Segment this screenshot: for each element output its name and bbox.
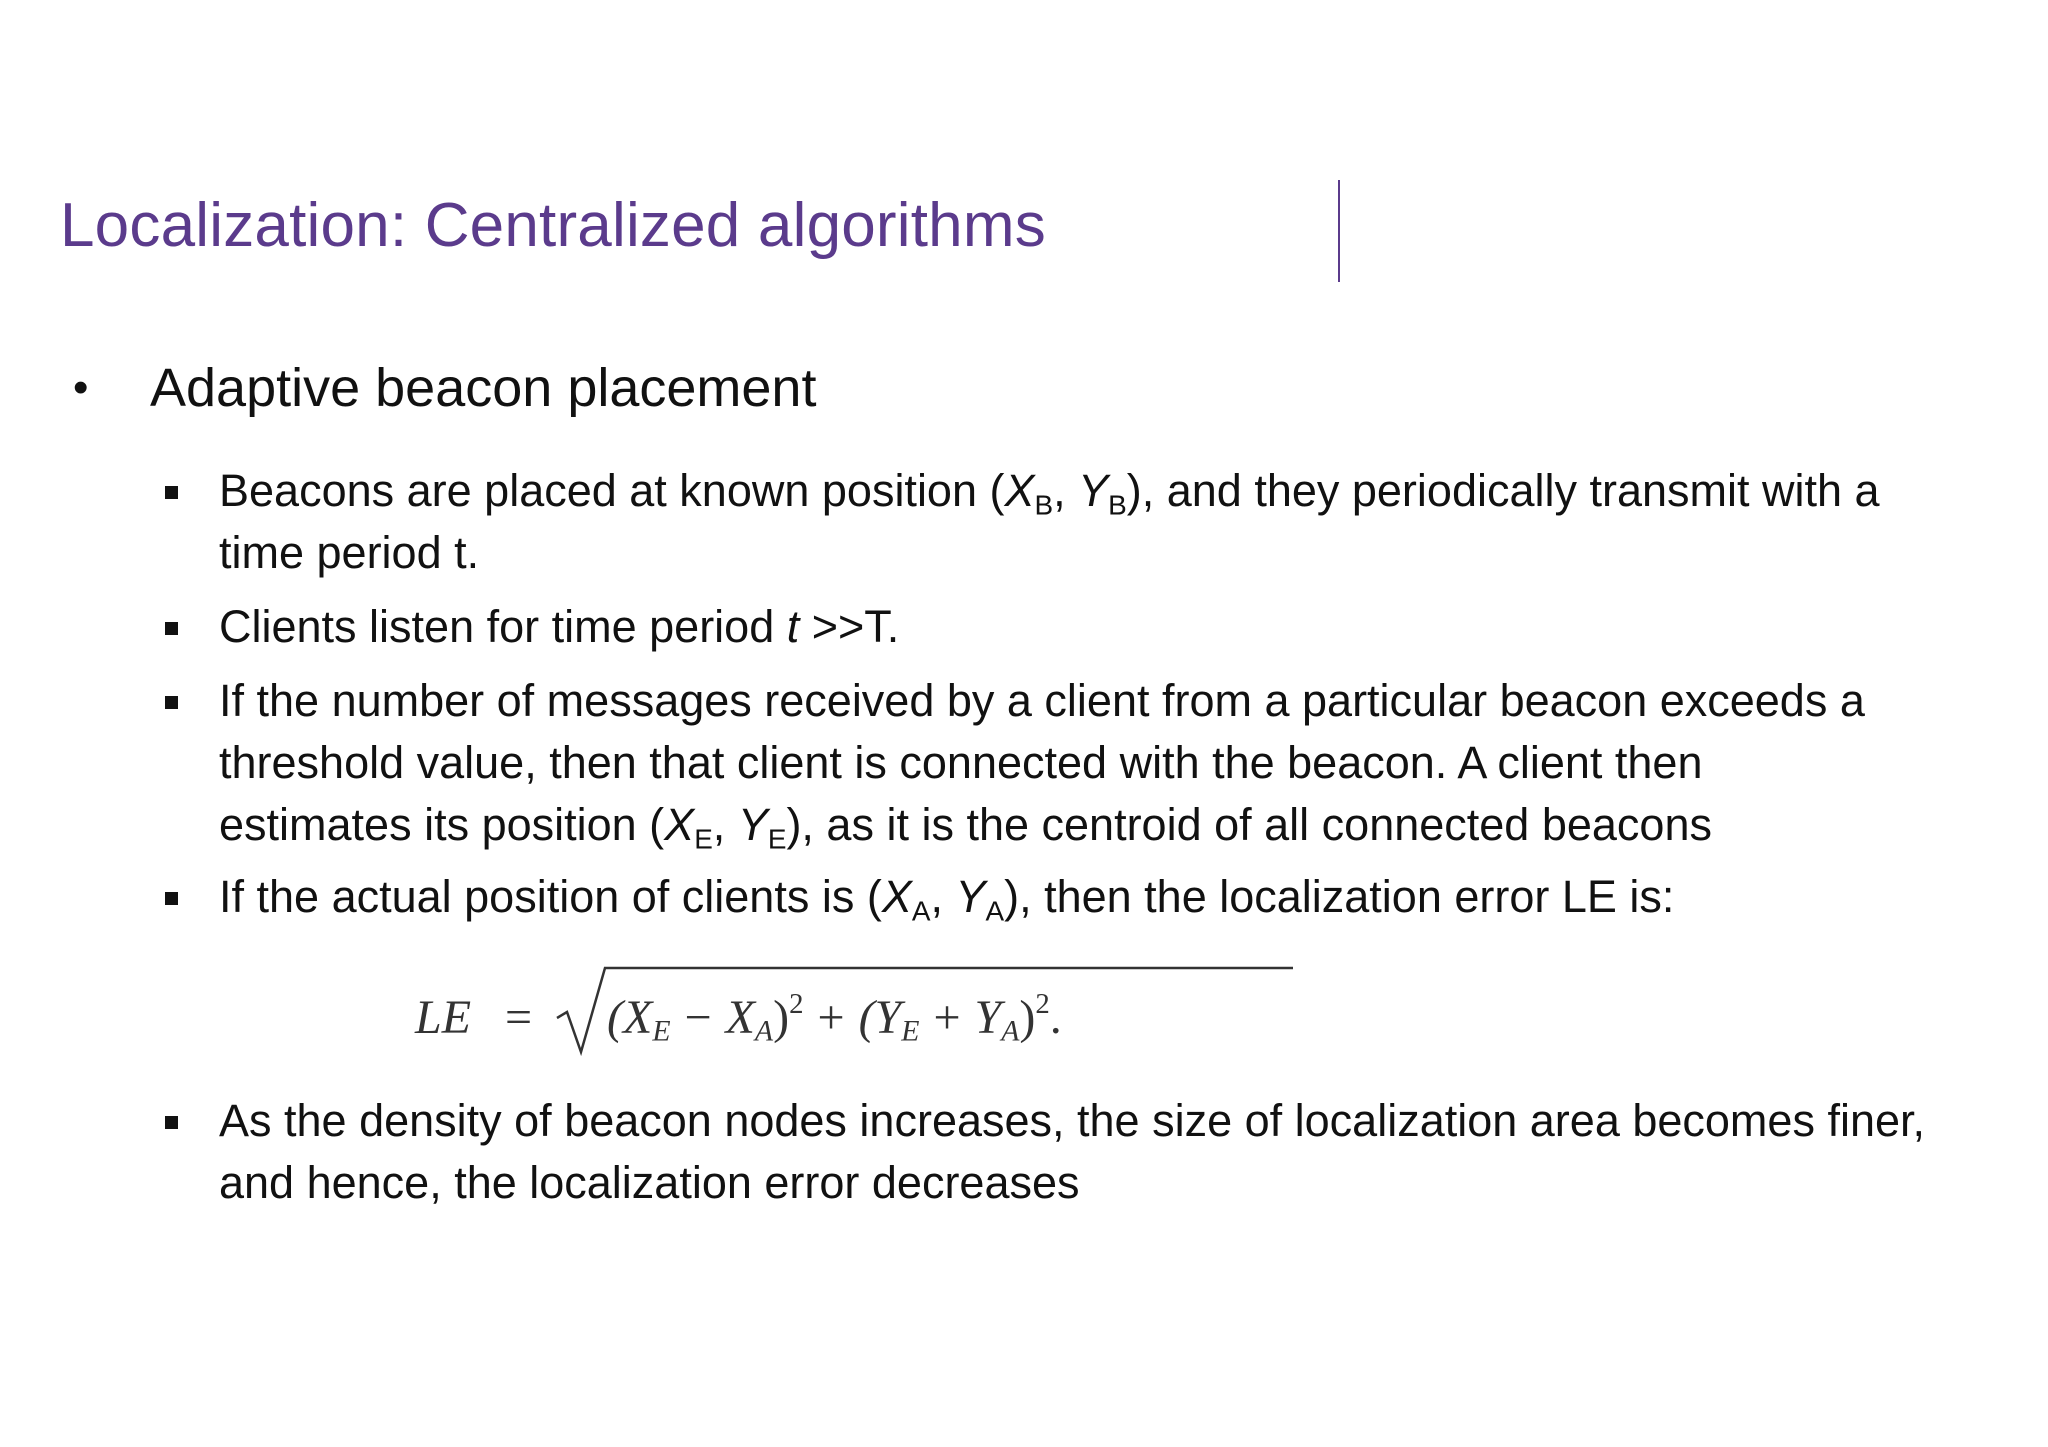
text-run: Clients listen for time period: [219, 601, 787, 652]
sub-bullet-5-text: [219, 1090, 2019, 1214]
sub-bullet-1-text: [219, 460, 2019, 584]
text-run: ), as it is the centroid of all connected beacons: [786, 799, 1712, 850]
subscript: A: [911, 895, 931, 927]
text-run: estimates its position (: [219, 799, 665, 850]
text-run: ,: [1053, 465, 1079, 516]
formula-lhs: LE: [415, 991, 472, 1044]
text-run: >>T.: [799, 601, 900, 652]
formula-operator: −: [684, 991, 712, 1044]
subscript: A: [985, 895, 1005, 927]
text-line: [219, 670, 2019, 732]
text-run: Beacons are placed at known position (: [219, 465, 1005, 516]
var-y: Y: [955, 871, 986, 922]
sub-bullet-2-text: [219, 596, 2019, 658]
formula-equals: =: [505, 991, 533, 1044]
square-bullet-icon: [165, 892, 178, 905]
text-run: ,: [930, 871, 956, 922]
formula-term: (X: [607, 991, 653, 1044]
superscript: 2: [1035, 987, 1050, 1020]
text-run: ), then the localization error LE is:: [1004, 871, 1675, 922]
text-run: If the number of messages received by a client from a particular beacon exceeds a: [219, 675, 1865, 726]
text-run: ), and they periodically transmit with a: [1126, 465, 1880, 516]
formula-term: ): [773, 991, 790, 1044]
formula-term: (Y: [858, 991, 902, 1044]
sub-bullet-3-text: [219, 670, 2019, 856]
text-run: ,: [712, 799, 738, 850]
subscript: B: [1108, 489, 1127, 521]
formula-term: X: [725, 991, 755, 1044]
text-line: [219, 732, 2019, 794]
var-x: X: [881, 871, 912, 922]
text-run: If the actual position of clients is (: [219, 871, 882, 922]
text-line: [219, 866, 2019, 928]
text-run: As the density of beacon nodes increases, the size of localization area becomes finer,: [219, 1095, 1926, 1146]
square-bullet-icon: [165, 486, 178, 499]
title-divider: [1338, 180, 1340, 282]
square-bullet-icon: [165, 1116, 178, 1129]
formula-term: ): [1019, 991, 1036, 1044]
formula-operator: +: [817, 991, 845, 1044]
square-bullet-icon: [165, 622, 178, 635]
main-bullet-text: Adaptive beacon placement: [150, 358, 817, 418]
subscript: E: [767, 823, 787, 855]
var-x: X: [664, 799, 695, 850]
slide-title: Localization: Centralized algorithms: [60, 191, 1046, 260]
sub-bullet-4-text: [219, 866, 2019, 928]
subscript: E: [652, 1014, 671, 1048]
superscript: 2: [789, 987, 804, 1020]
subscript: A: [754, 1014, 774, 1048]
text-line: [219, 1090, 2019, 1152]
formula-operator: +: [933, 991, 961, 1044]
var-y: Y: [737, 799, 768, 850]
subscript: E: [694, 823, 713, 855]
square-bullet-icon: [165, 696, 178, 709]
text-line: [219, 1152, 2019, 1214]
subscript: B: [1034, 489, 1054, 521]
text-line: [219, 596, 2019, 658]
text-run: time period t.: [219, 527, 480, 578]
subscript: E: [901, 1014, 920, 1048]
subscript: A: [1001, 1014, 1020, 1048]
text-line: [219, 460, 2019, 522]
bullet-marker: •: [73, 363, 89, 412]
var-t: t: [786, 601, 800, 652]
radicand: [607, 987, 1062, 1048]
var-y: Y: [1078, 465, 1109, 516]
var-x: X: [1004, 465, 1035, 516]
text-run: threshold value, then that client is connected with the beacon. A client then: [219, 737, 1703, 788]
formula-period: .: [1049, 991, 1062, 1044]
formula-term: Y: [974, 991, 1002, 1044]
text-run: and hence, the localization error decreases: [219, 1157, 1080, 1208]
text-line: [219, 522, 2019, 584]
text-line: [219, 794, 2019, 856]
